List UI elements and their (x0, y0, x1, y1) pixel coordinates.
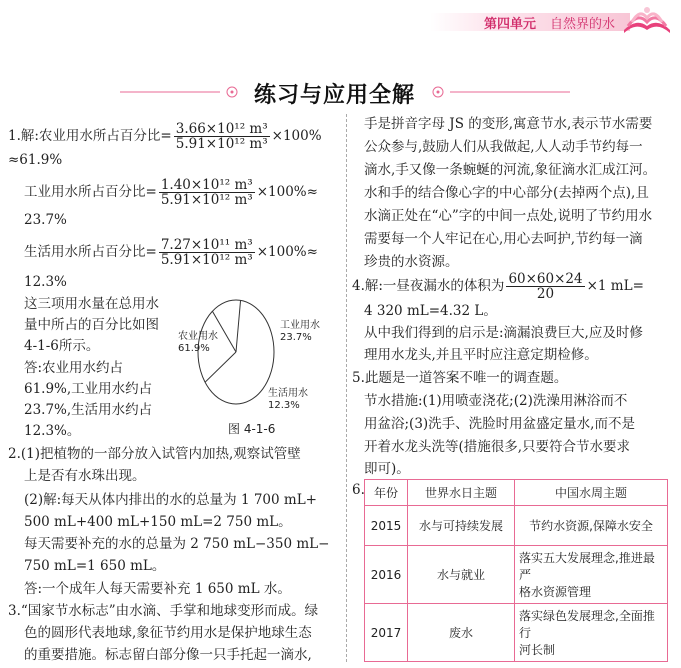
q4-result: 4 320 mL=4.32 L。 (364, 303, 497, 319)
q6-number: 6. (352, 482, 365, 498)
table-cell-china: 落实绿色发展理念,全面推行 河长制 (515, 604, 668, 662)
q5-line: 用盆浴;(3)洗手、洗脸时用盆盛定量水,而不是 (364, 416, 635, 432)
q4-line: 从中我们得到的启示是:滴漏浪费巨大,应及时修 (364, 325, 643, 341)
table-header: 中国水周主题 (515, 480, 668, 506)
q3-right-line: 滴水,手又像一条蜿蜒的河流,象征滴水汇成江河。 (364, 162, 657, 178)
q1-industry-result: 23.7% (24, 212, 67, 228)
q3-right-line: 需要每一个人牢记在心,用心去呵护,节约每一滴 (364, 231, 643, 247)
q3-right-line: 手是拼音字母 JS 的变形,寓意节水,表示节水需要 (364, 116, 653, 132)
q1-desc-line: 4-1-6所示。 (24, 338, 100, 354)
table-cell-china: 落实五大发展理念,推进最严 格水资源管理 (515, 546, 668, 604)
q3-line: 色的圆形代表地球,象征节约用水是保护地球生态 (24, 625, 312, 641)
q1-desc-line: 答:农业用水约占 (24, 360, 124, 376)
table-header: 年份 (365, 480, 408, 506)
q1-domestic-formula: 生活用水所占百分比= $\frac{\text{7.27×10¹¹ m³}}{\text{5.91×10¹² m³}}$ ×100%≈ (24, 237, 318, 268)
q1-agri-result: ≈61.9% (8, 152, 63, 168)
q3-line: 的重要措施。标志留白部分像一只手托起一滴水, (24, 647, 312, 663)
q2-line: 上是否有水珠出现。 (24, 468, 146, 484)
pie-label-agri: 农业用水 61.9% (178, 331, 218, 354)
table-row (365, 546, 668, 604)
q5-line: 5.此题是一道答案不唯一的调查题。 (352, 370, 568, 386)
q3-line: 3.“国家节水标志”由水滴、手掌和地球变形而成。绿 (8, 603, 319, 619)
table-cell-china: 节约水资源,保障水安全 (515, 506, 668, 546)
table-cell-year: 2015 (365, 506, 408, 546)
book-logo-icon (618, 4, 676, 36)
water-day-table (364, 479, 668, 662)
table-header-row (365, 480, 668, 506)
pie-label-domestic: 生活用水 12.3% (268, 388, 308, 411)
q1-desc-line: 量中所占的百分比如图 (24, 317, 159, 333)
column-divider (346, 114, 347, 662)
table-cell-world: 水与就业 (408, 546, 515, 604)
q1-agri-formula: 1.解:农业用水所占百分比= $\frac{\text{3.66×10¹² m³}}{\text{5.91×10¹² m³}}$ ×100% (8, 121, 322, 152)
header-text (484, 13, 615, 32)
q5-line: 节水措施:(1)用喷壶浇花;(2)洗澡用淋浴而不 (364, 393, 628, 409)
q1-domestic-result: 12.3% (24, 274, 67, 290)
q3-right-line: 水和手的结合像心字的中心部分(去掉两个点),且 (364, 185, 649, 201)
q1-desc-line: 61.9%,工业用水约占 (24, 381, 153, 397)
q2-line: 2.(1)把植物的一部分放入试管内加热,观察试管壁 (8, 446, 301, 462)
header-topic: 自然界的水 (550, 17, 616, 32)
q1-desc-line: 这三项用水量在总用水 (24, 296, 159, 312)
q4-line: 理用水龙头,并且平时应注意定期检修。 (364, 347, 598, 363)
q1-desc-line: 23.7%,生活用水约占 (24, 402, 153, 418)
figure-caption: 图 4-1-6 (228, 422, 276, 436)
q5-line: 即可)。 (364, 461, 410, 477)
page-header (0, 0, 681, 36)
q1-industry-formula: 工业用水所占百分比= $\frac{\text{1.40×10¹² m³}}{\text{5.91×10¹² m³}}$ ×100%≈ (24, 177, 318, 208)
table-row (365, 506, 668, 546)
table-row (365, 604, 668, 662)
header-unit: 第四单元 (484, 17, 537, 32)
q4-formula: 4.解:一昼夜漏水的体积为 $\frac{60\times 60\times 24}{20}$ ×1 mL= (352, 271, 644, 302)
table-cell-year: 2017 (365, 604, 408, 662)
table-cell-world: 水与可持续发展 (408, 506, 515, 546)
q5-line: 开着水龙头洗等(措施很多,只要符合节水要求 (364, 439, 631, 455)
page-title: 练习与应用全解 (254, 83, 416, 108)
q2-line: 500 mL+400 mL+150 mL=2 750 mL。 (24, 514, 292, 530)
q3-right-line: 公众参与,鼓励人们从我做起,人人动手节约每一 (364, 139, 643, 155)
table-cell-world: 废水 (408, 604, 515, 662)
q2-line: 答:一个成年人每天需要补充 1 650 mL 水。 (24, 581, 291, 597)
q3-right-line: 水滴正处在“心”字的中间一点处,说明了节约用水 (364, 208, 653, 224)
q2-line: (2)解:每天从体内排出的水的总量为 1 700 mL+ (24, 492, 317, 508)
table-cell-year: 2016 (365, 546, 408, 604)
table-header: 世界水日主题 (408, 480, 515, 506)
pie-label-industry: 工业用水 23.7% (280, 320, 320, 343)
q2-line: 750 mL=1 650 mL。 (24, 558, 166, 574)
q1-desc-line: 12.3%。 (24, 423, 81, 439)
q3-right-line: 珍贵的水资源。 (364, 254, 459, 270)
q2-line: 每天需要补充的水的总量为 2 750 mL−350 mL− (24, 536, 330, 552)
